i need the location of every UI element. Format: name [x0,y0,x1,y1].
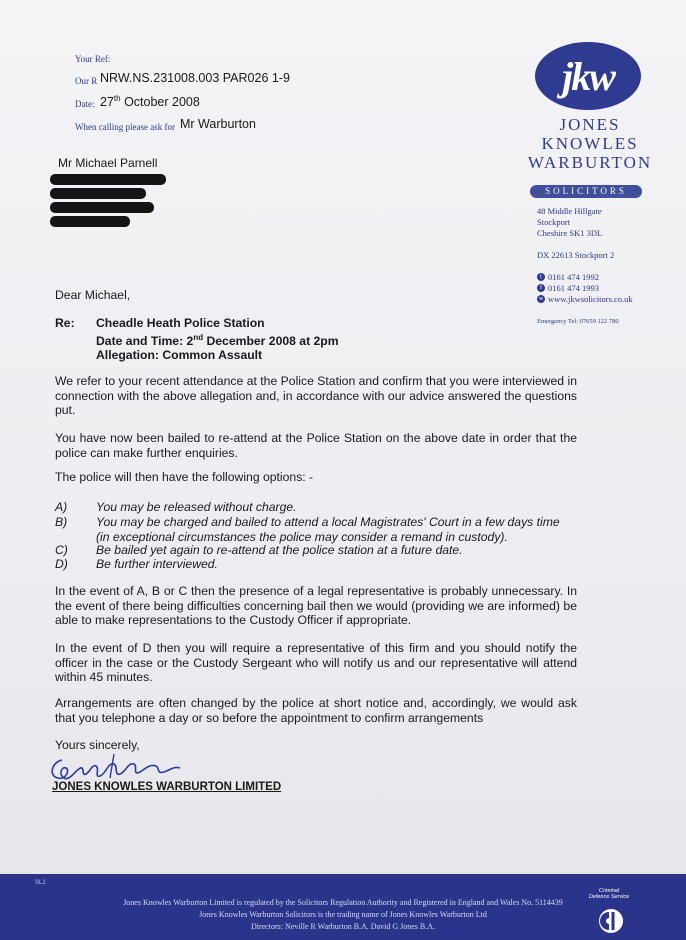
firm-dx: DX 22613 Stockport 2 [537,250,615,260]
calling-label: When calling please ask for [75,122,175,132]
footer-band [0,874,686,940]
footer-directors: Directors: Neville R Warburton B.A. David G Jones B.A. [250,922,436,931]
redaction-bar [50,174,166,185]
criminal-defence-service-icon [596,907,626,935]
re-location: Cheadle Heath Police Station [96,316,265,330]
solicitors-band: SOLICITORS [530,185,642,198]
signatory: JONES KNOWLES WARBURTON LIMITED [52,781,282,793]
re-allegation: Allegation: Common Assault [96,348,263,363]
recipient-name: Mr Michael Parnell [58,156,158,170]
cds-label: Criminal Defence Service [588,888,630,900]
firm-website: w www.jkwsolicitors.co.uk [538,294,633,304]
redaction-bar [50,188,146,199]
date-label: Date: [75,99,95,109]
paragraph-arrangements: Arrangements are often changed by the police at short notice and, accordingly, we would ask that you telephone a day or so before the appointment to confirm arrangements [55,696,577,725]
letter-page: Your Ref: Our R NRW.NS.231008.003 PAR026 1-9 Date: 27th October 2008 When calling please ask for Mr Warburton Mr Michael Parnell jkw JONES KNOWLES WARBURTON SOLICITORS 48 Middle Hillgate Stockport Cheshire SK1 3DL DX 22613 Stockport 2 t 0161 474 1992 f 0161 474 1993 w www.jkwsolicitors.co.uk Emergency Tel: 07659 122 780 Dear Michael, Re: Cheadle Heath Police Station Date and Time: 2nd December 2008 at 2pm Allegation: Common Assault We refer to your recent attendance at the Police Station and confirm that you were interviewed in connection with the above allegation and, in accordance with our advice answered the questions put. You have now been bailed to re-attend at the Police Station on the above date in order that the police can make further enquiries. The police will then have the following options: - A) You may be released without charge. B) You may be charged and bailed to attend a local Magistrates' Court in a few days time (in exceptional circumstances the police may consider a remand in custody). C) Be bailed yet again to re-attend at the police station at a future date. D) Be further interviewed. In the event of A, B or C then the presence of a legal representative is probably unnecessary. In the event of there being difficulties concerning bail then we would (providing we are informed) be able to make representations to the Custody Officer if appropriate. In the event of D then you will require a representative of this firm and you should notify the officer in the case or the Custody Sergeant who will notify us and our representative will attend within 45 minutes. Arrangements are often changed by the police at short notice and, accordingly, we would ask that you telephone a day or so before the appointment to confirm arrangements Yours sincerely, JONES KNOWLES WARBURTON LIMITED SL1 Jones Knowles Warburton Limited is regulated by the Solicitors Regulation Authority and Registered in England and Wales No. 5114439 Jones Knowles Warburton Solicitors is the trading name of Jones Knowles Warburton Ltd Directors: Neville R Warburton B.A. David G Jones B.A. Criminal Defence Service [0,0,686,940]
emergency-tel: Emergency Tel: 07659 122 780 [537,318,619,325]
closing: Yours sincerely, [55,738,140,752]
paragraph-notify: In the event of D then you will require a representative of this firm and you should notify the officer in the case or the Custody Sergeant who will notify us and our representative will attend within 45 minutes. [55,641,577,684]
paragraph-representation: In the event of A, B or C then the presence of a legal representative is probably unnecessary. In the event of there being difficulties concerning bail then we would (providing we are informed) be able to make representations to the Custody Officer if appropriate. [55,584,577,627]
redaction-bar [50,216,130,227]
our-ref-label: Our R [75,76,98,86]
firm-name: JONES KNOWLES WARBURTON [527,115,653,172]
paragraph-bail: You have now been bailed to re-attend at the Police Station on the above date in order that the police can make further enquiries. [55,431,577,460]
your-ref-label: Your Ref: [75,54,111,64]
firm-telephone: t 0161 474 1992 [537,272,599,282]
jkw-logo: jkw [535,42,641,110]
paragraph-options-intro: The police will then have the following options: - [55,470,314,484]
web-icon: w [538,296,544,302]
paragraph-attendance: We refer to your recent attendance at the Police Station and confirm that you were interviewed in connection with the above allegation and, in accordance with our advice answered the questions put. [55,374,577,417]
firm-fax: f 0161 474 1993 [537,283,599,293]
firm-address: 48 Middle Hillgate Stockport Cheshire SK1 3DL [537,206,603,238]
telephone-icon: t [537,273,545,281]
letter-date: 27th October 2008 [100,94,200,110]
footer-trading-name: Jones Knowles Warburton Solicitors is the trading name of Jones Knowles Warburton Ltd [199,910,487,919]
fax-icon: f [537,284,545,292]
footer-regulation: Jones Knowles Warburton Limited is regulated by the Solicitors Regulation Authority and Registered in England and Wales No. 5114439 [123,898,563,907]
re-label: Re: [55,316,75,330]
redaction-bar [50,202,154,213]
re-datetime: Date and Time: 2nd December 2008 at 2pm [96,332,339,348]
calling-value: Mr Warburton [180,117,256,131]
footer-code: SL1 [35,880,46,886]
our-ref-value: NRW.NS.231008.003 PAR026 1-9 [100,71,290,85]
salutation: Dear Michael, [55,288,131,302]
